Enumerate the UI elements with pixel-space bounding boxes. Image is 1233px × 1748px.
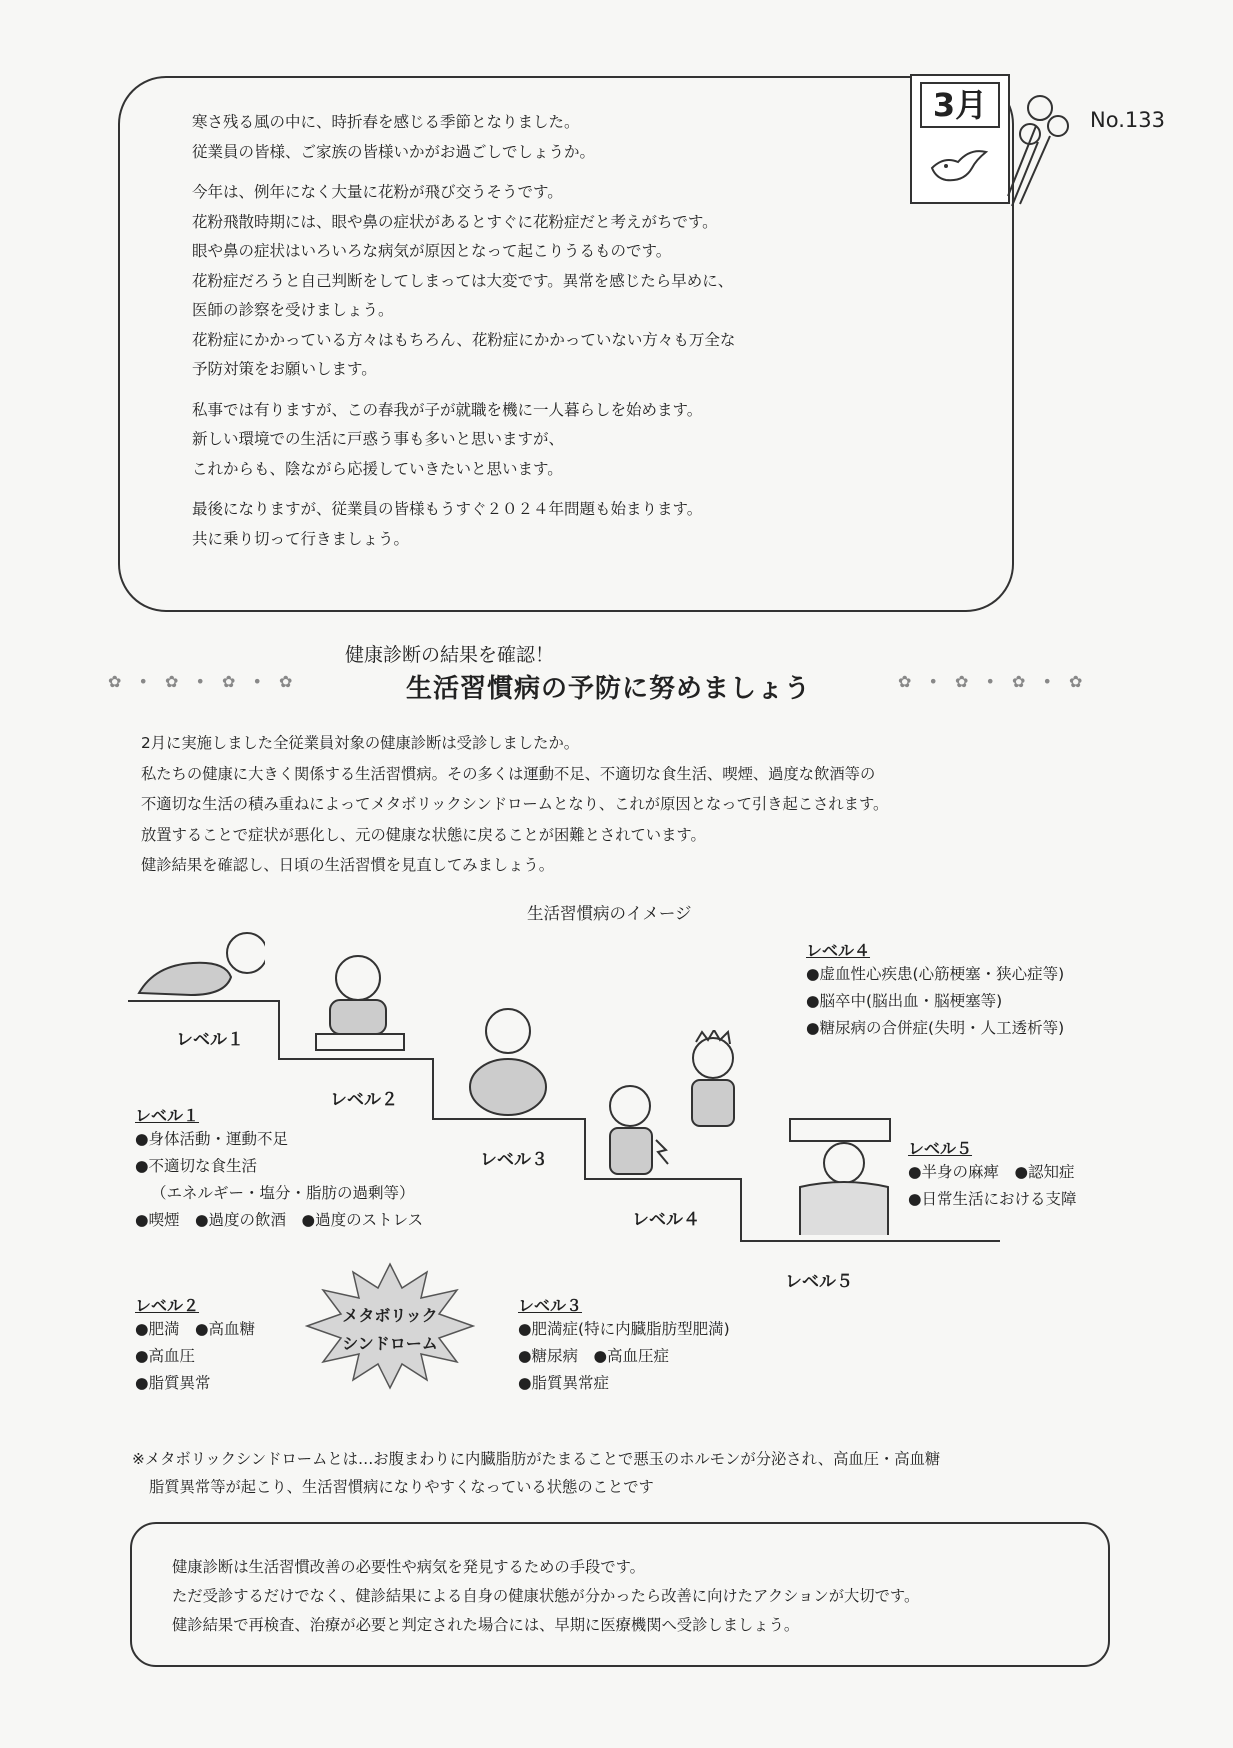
lying-person-illustration bbox=[135, 925, 265, 1000]
list-item: ●半身の麻痺 ●認知症 bbox=[908, 1163, 1075, 1181]
stair-label-3: レベル３ bbox=[480, 1150, 548, 1170]
article-intro bbox=[141, 728, 888, 881]
list-item: ●糖尿病の合併症(失明・人工透析等) bbox=[806, 1019, 1065, 1037]
greeting-line: 従業員の皆様、ご家族の皆様いかがお過ごしでしょうか。 bbox=[192, 142, 596, 161]
list-item: ●脳卒中(脳出血・脳梗塞等) bbox=[806, 992, 1003, 1010]
stair-step-3 bbox=[432, 1118, 584, 1120]
calendar-illustration bbox=[910, 74, 1010, 204]
note-line: 脂質異常等が起こり、生活習慣病になりやすくなっている状態のことです bbox=[149, 1478, 654, 1496]
level1-panel bbox=[135, 1103, 423, 1234]
list-item: （エネルギー・塩分・脂肪の過剰等） bbox=[151, 1184, 415, 1202]
metabolic-syndrome-label bbox=[325, 1302, 455, 1358]
metabolic-label-line1: メタボリック bbox=[342, 1306, 438, 1325]
greeting-line: 眼や鼻の症状はいろいろな病気が原因となって起こりうるものです。 bbox=[192, 242, 672, 260]
level4-title: レベル４ bbox=[806, 941, 871, 960]
list-item: ●高血圧 bbox=[135, 1347, 196, 1365]
dove-icon bbox=[924, 138, 996, 194]
greeting-line: これからも、陰ながら応援していきたいと思います。 bbox=[192, 459, 563, 478]
greeting-line: 花粉症にかかっている方々はもちろん、花粉症にかかっていない方々も万全な bbox=[192, 330, 736, 349]
chest-pain-person-illustration bbox=[600, 1080, 670, 1178]
greeting-line: 私事では有りますが、この春我が子が就職を機に一人暮らしを始めます。 bbox=[192, 400, 703, 419]
list-item: ●虚血性心疾患(心筋梗塞・狭心症等) bbox=[806, 965, 1065, 983]
flower-bouquet-icon bbox=[1000, 86, 1080, 216]
note-line: ※メタボリックシンドロームとは…お腹まわりに内臓脂肪がたまることで悪玉のホルモンが分泌され、高血圧・高血糖 bbox=[132, 1450, 941, 1468]
level2-title: レベル２ bbox=[135, 1296, 200, 1315]
flower-decoration-right: ✿ • ✿ • ✿ • ✿ bbox=[898, 672, 1089, 691]
eating-person-illustration bbox=[310, 950, 410, 1055]
issue-number: No.133 bbox=[1090, 108, 1165, 132]
stair-label-2: レベル２ bbox=[330, 1090, 398, 1110]
intro-line: 私たちの健康に大きく関係する生活習慣病。その多くは運動不足、不適切な食生活、喫煙、過度な飲酒等の bbox=[141, 764, 876, 783]
stair-riser bbox=[432, 1058, 434, 1118]
greeting-line: 共に乗り切って行きましょう。 bbox=[192, 529, 410, 548]
stair-step-1 bbox=[128, 1000, 278, 1002]
stair-step-5 bbox=[740, 1240, 1000, 1242]
level5-title: レベル５ bbox=[908, 1139, 973, 1158]
stair-riser bbox=[278, 1000, 280, 1058]
level1-title: レベル１ bbox=[135, 1106, 200, 1125]
stair-label-5: レベル５ bbox=[785, 1272, 853, 1292]
greeting-line: 最後になりますが、従業員の皆様もうすぐ２０２４年問題も始まります。 bbox=[192, 500, 703, 518]
list-item: ●脂質異常症 bbox=[518, 1374, 610, 1392]
flower-decoration-left: ✿ • ✿ • ✿ • ✿ bbox=[108, 672, 299, 691]
metabolic-label-line2: シンドローム bbox=[342, 1334, 438, 1353]
list-item: ●肥満 ●高血糖 bbox=[135, 1320, 256, 1338]
stair-riser bbox=[584, 1118, 586, 1178]
list-item: ●脂質異常 bbox=[135, 1374, 211, 1392]
greeting-line: 医師の診察を受けましょう。 bbox=[192, 301, 394, 319]
article-heading: 生活習慣病の予防に努めましょう bbox=[406, 674, 812, 704]
level5-panel bbox=[908, 1136, 1077, 1213]
article-subheading: 健康診断の結果を確認！ bbox=[345, 644, 555, 666]
closing-text bbox=[172, 1553, 919, 1640]
greeting-line: 寒さ残る風の中に、時折春を感じる季節となりました。 bbox=[192, 113, 580, 131]
list-item: ●身体活動・運動不足 bbox=[135, 1130, 289, 1148]
overweight-person-illustration bbox=[462, 1005, 552, 1117]
stair-step-4 bbox=[584, 1178, 740, 1180]
closing-line: ただ受診するだけでなく、健診結果による自身の健康状態が分かったら改善に向けたアクションが大切です。 bbox=[172, 1587, 920, 1605]
level4-panel bbox=[806, 938, 1064, 1042]
greeting-text bbox=[192, 108, 892, 554]
level3-title: レベル３ bbox=[518, 1296, 583, 1315]
level3-panel bbox=[518, 1293, 730, 1397]
greeting-line: 花粉症だろうと自己判断をしてしまっては大変です。異常を感じたら早めに、 bbox=[192, 271, 734, 290]
stair-label-4: レベル４ bbox=[632, 1210, 700, 1230]
intro-line: 放置することで症状が悪化し、元の健康な状態に戻ることが困難とされています。 bbox=[141, 825, 706, 844]
closing-line: 健診結果で再検査、治療が必要と判定された場合には、早期に医療機関へ受診しましょう。 bbox=[172, 1616, 800, 1634]
bedridden-person-illustration bbox=[770, 1115, 920, 1237]
closing-line: 健康診断は生活習慣改善の必要性や病気を発見するための手段です。 bbox=[172, 1558, 645, 1576]
metabolic-note bbox=[132, 1445, 940, 1501]
intro-line: 2月に実施しました全従業員対象の健康診断は受診しましたか。 bbox=[141, 734, 580, 752]
intro-line: 不適切な生活の積み重ねによってメタボリックシンドロームとなり、これが原因となって引き起こされます。 bbox=[141, 795, 889, 813]
greeting-line: 今年は、例年になく大量に花粉が飛び交うそうです。 bbox=[192, 183, 563, 201]
list-item: ●不適切な食生活 bbox=[135, 1157, 258, 1175]
greeting-line: 花粉飛散時期には、眼や鼻の症状があるとすぐに花粉症だと考えがちです。 bbox=[192, 212, 718, 231]
greeting-line: 予防対策をお願いします。 bbox=[192, 360, 377, 378]
list-item: ●日常生活における支障 bbox=[908, 1190, 1077, 1208]
list-item: ●糖尿病 ●高血圧症 bbox=[518, 1347, 670, 1365]
greeting-line: 新しい環境での生活に戸惑う事も多いと思いますが、 bbox=[192, 430, 565, 448]
level2-panel bbox=[135, 1293, 255, 1397]
stair-label-1: レベル１ bbox=[176, 1030, 244, 1050]
diagram-title: 生活習慣病のイメージ bbox=[527, 904, 692, 923]
list-item: ●肥満症(特に内臓脂肪型肥満) bbox=[518, 1320, 730, 1338]
stair-step-2 bbox=[278, 1058, 432, 1060]
intro-line: 健診結果を確認し、日頃の生活習慣を見直してみましょう。 bbox=[141, 856, 555, 874]
stair-riser bbox=[740, 1178, 742, 1240]
headache-person-illustration bbox=[680, 1030, 746, 1130]
calendar-month: 3月 bbox=[920, 82, 1000, 128]
list-item: ●喫煙 ●過度の飲酒 ●過度のストレス bbox=[135, 1211, 424, 1229]
